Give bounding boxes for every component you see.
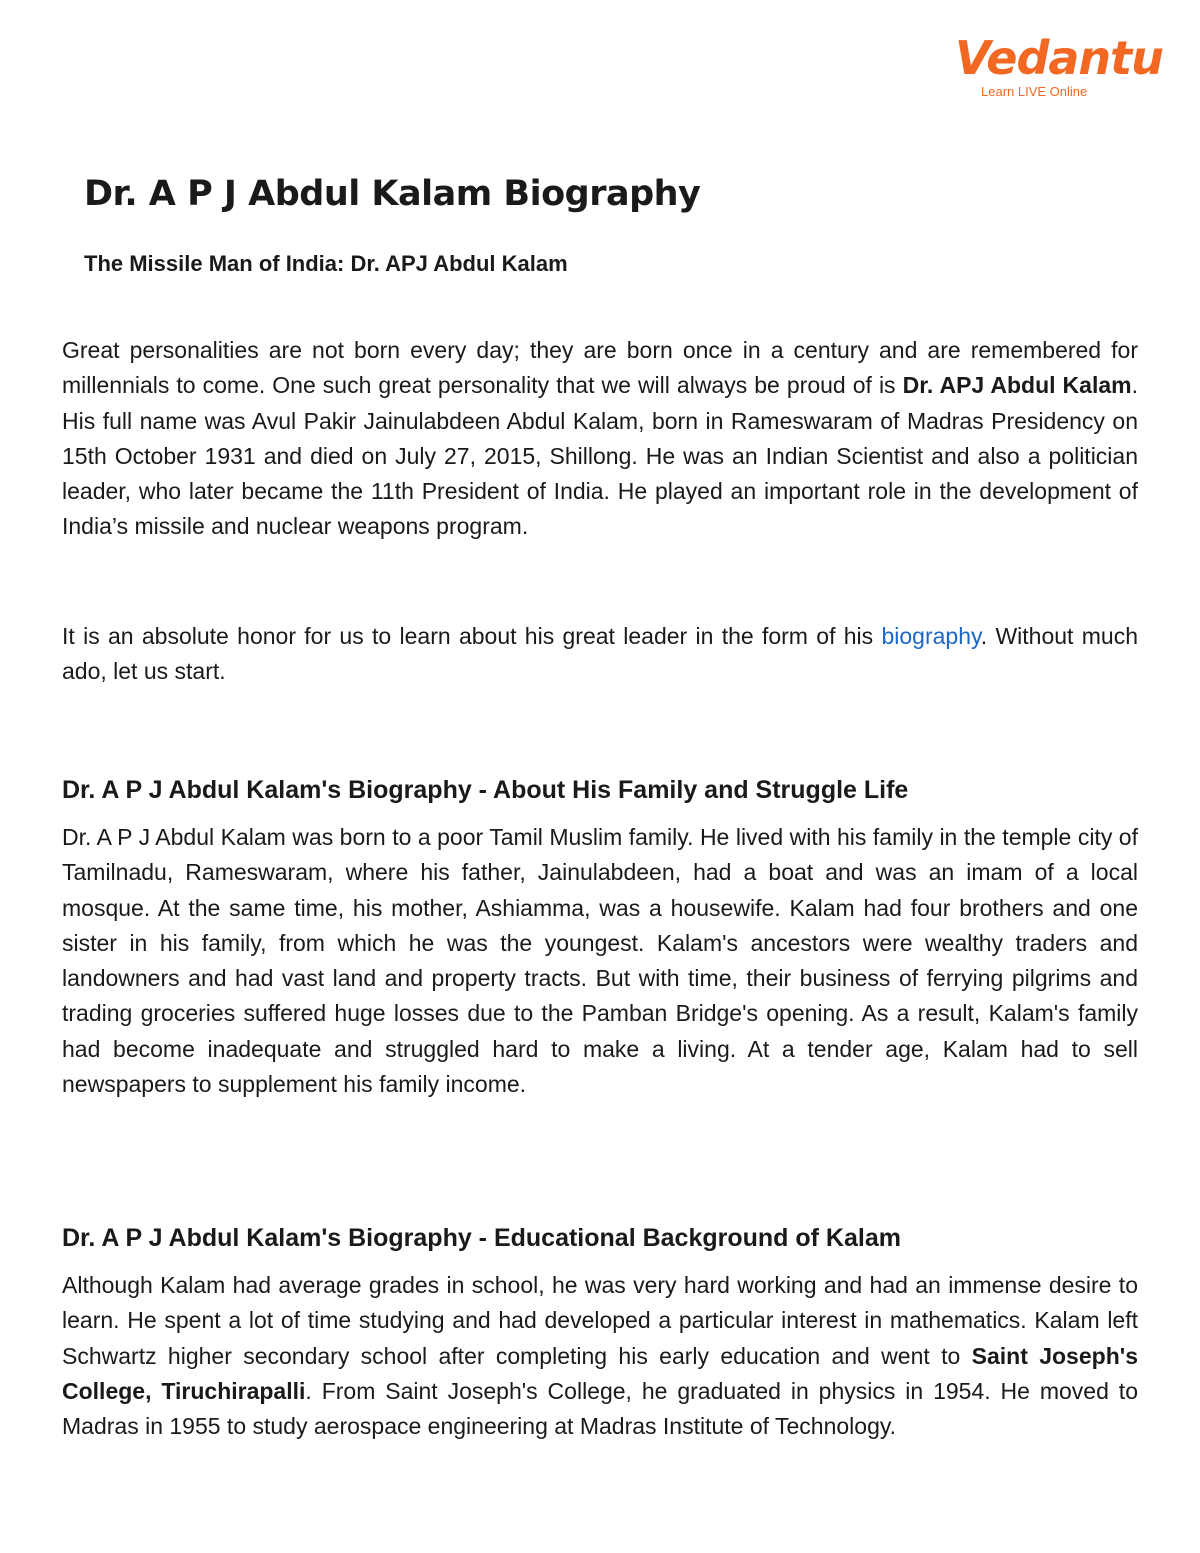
intro-text-1: Great personalities are not born every day; they are born once in a century and are remembered for millennials to come. One such great personality that we will always be proud of is — [62, 337, 1138, 399]
section-family-body: Dr. A P J Abdul Kalam was born to a poor Tamil Muslim family. He lived with his family in the temple city of Tamilnadu, Rameswaram, where his father, Jainulabdeen, had a boat and was an imam of a local mosque. At the same time, his mother, Ashiamma, was a housewife. Kalam had four brothers and one sister in his family, from which he was the youngest. Kalam's ancestors were wealthy traders and landowners and had vast land and property tracts. But with time, their business of ferrying pilgrims and trading groceries suffered huge losses due to the Pamban Bridge's opening. As a result, Kalam's family had become inadequate and struggled hard to make a living. At a tender age, Kalam had to sell newspapers to supplement his family income. — [62, 824, 1138, 1098]
intro-paragraph — [62, 333, 1138, 545]
biography-link[interactable]: biography — [881, 623, 981, 649]
honor-text-2: . Without much ado, let us start. — [62, 623, 1138, 685]
logo-tagline: Learn LIVE Online — [981, 84, 1088, 99]
education-text-1: Although Kalam had average grades in school, he was very hard working and had an immense desire to learn. He spent a lot of time studying and had developed a particular interest in mathematics. Kalam left Schwartz higher secondary school after completing his early education and went to — [62, 1272, 1138, 1369]
page-title: Dr. A P J Abdul Kalam Biography — [84, 174, 701, 214]
page-subtitle: The Missile Man of India: Dr. APJ Abdul Kalam — [84, 251, 568, 276]
honor-text-1: It is an absolute honor for us to learn about his great leader in the form of his — [62, 623, 882, 649]
education-text-2: . From Saint Joseph's College, he graduated in physics in 1954. He moved to Madras in 1955 to study aerospace engineering at Madras Institute of Technology. — [62, 1377, 1138, 1440]
section-education-body — [62, 1268, 1138, 1444]
logo-wordmark: Vedantu — [955, 31, 1163, 85]
section-education-heading: Dr. A P J Abdul Kalam's Biography - Educational Background of Kalam — [62, 1224, 901, 1252]
intro-text-2: . His full name was Avul Pakir Jainulabdeen Abdul Kalam, born in Rameswaram of Madras Presidency on 15th October 1931 and died on July 27, 2015, Shillong. He was an Indian Scientist and also a politician leader, who later became the 11th President of India. He played an important role in the development of India’s missile and nuclear weapons program. — [62, 372, 1138, 540]
vedantu-logo — [955, 30, 1163, 110]
section-family-heading: Dr. A P J Abdul Kalam's Biography - About His Family and Struggle Life — [62, 776, 909, 804]
intro-bold-name: Dr. APJ Abdul Kalam — [902, 372, 1132, 399]
honor-paragraph — [62, 619, 1138, 690]
education-bold-college: Saint Joseph's College, Tiruchirapalli — [62, 1342, 1138, 1404]
